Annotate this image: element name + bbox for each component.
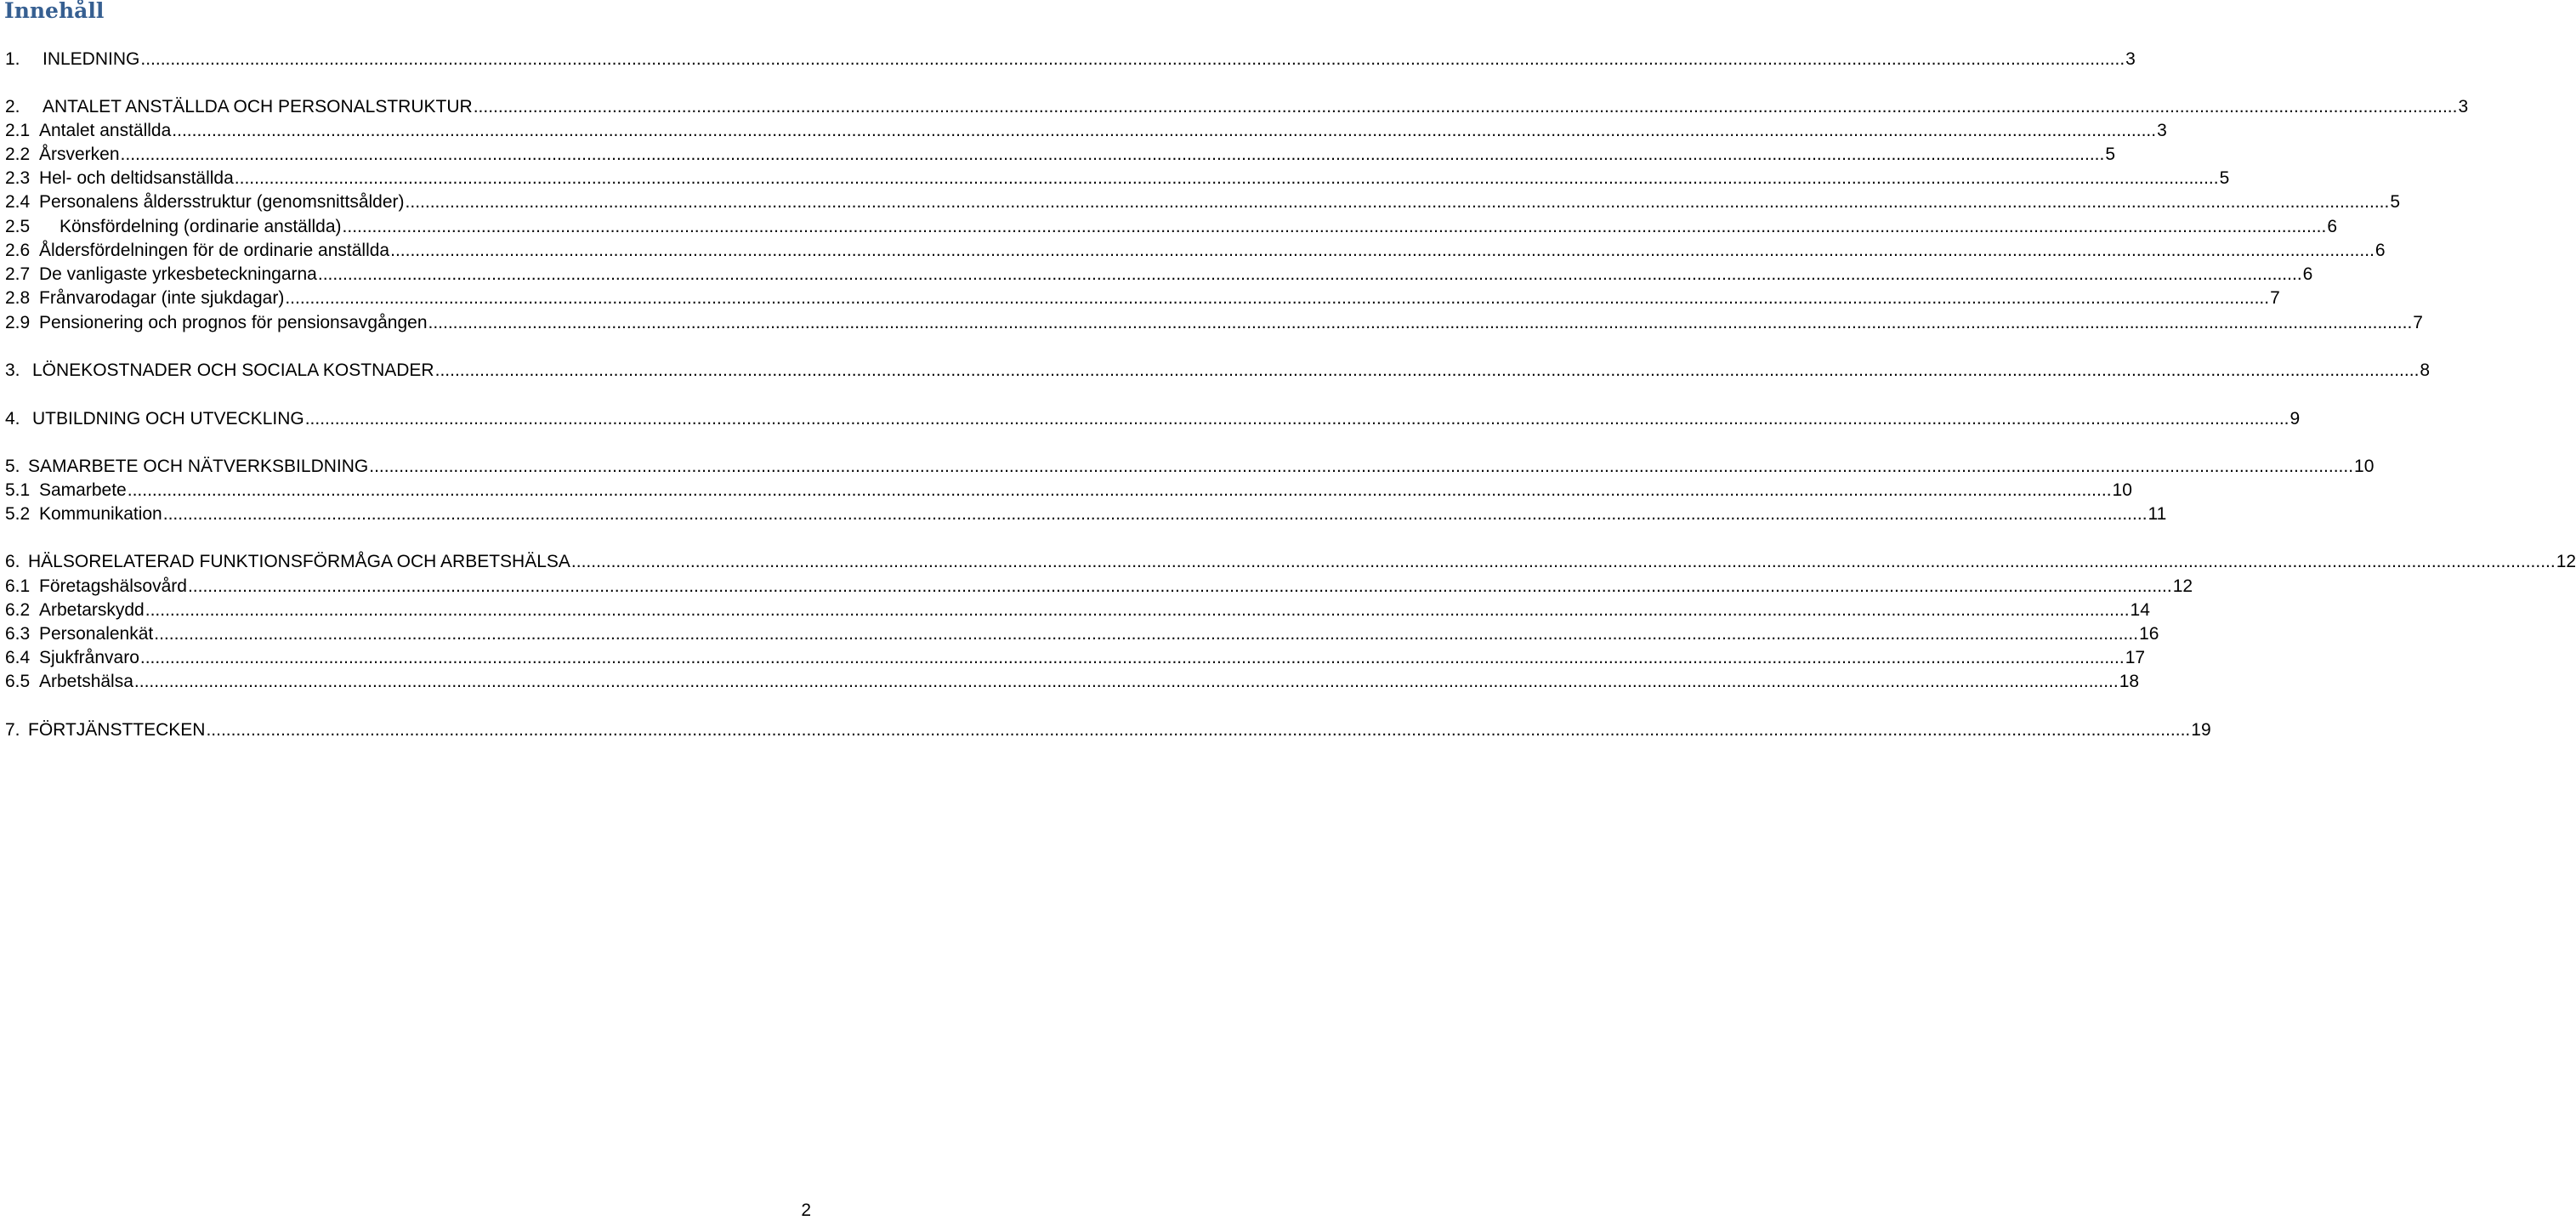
toc-entry-number: 2.3 <box>5 168 31 188</box>
toc-entry-2-5[interactable] <box>5 215 2338 239</box>
toc-dot-leader: ................................................................................................................................................................................................................................................................................................................................................................................................................ <box>206 720 2191 740</box>
toc-dot-leader: ................................................................................................................................................................................................................................................................................................................................................................................................................ <box>133 672 2119 691</box>
toc-entry-page: 11 <box>2148 504 2167 524</box>
toc-entry-label: Personalenkät <box>39 624 154 644</box>
toc-entry-number: 2.6 <box>5 241 31 260</box>
toc-entry-label: Årsverken <box>39 145 120 164</box>
toc-entry-number: 7. <box>5 720 20 740</box>
toc-entry-page: 17 <box>2125 648 2146 667</box>
toc-entry-page: 5 <box>2105 145 2116 164</box>
toc-entry-label: Arbetarskydd <box>39 600 145 620</box>
toc-entry-number: 2.5 <box>5 217 31 236</box>
toc-entry-2-2[interactable] <box>5 143 2116 167</box>
toc-entry-label: Antalet anställda <box>39 121 172 140</box>
toc-entry-page: 10 <box>2112 480 2132 500</box>
toc-entry-number: 2. <box>5 97 20 116</box>
toc-dot-leader: ................................................................................................................................................................................................................................................................................................................................................................................................................ <box>162 504 2148 524</box>
toc-entry-number: 1. <box>5 49 20 69</box>
toc-entry-number: 6.2 <box>5 600 31 620</box>
toc-dot-leader: ................................................................................................................................................................................................................................................................................................................................................................................................................ <box>145 600 2130 620</box>
toc-entry-label: Arbetshälsa <box>39 672 133 691</box>
toc-dot-leader: ................................................................................................................................................................................................................................................................................................................................................................................................................ <box>570 552 2556 571</box>
toc-entry-6[interactable] <box>5 550 2576 574</box>
toc-entry-page: 3 <box>2458 97 2469 116</box>
toc-entry-2[interactable] <box>5 95 2469 119</box>
toc-entry-6-5[interactable] <box>5 670 2140 694</box>
toc-dot-leader: ................................................................................................................................................................................................................................................................................................................................................................................................................ <box>317 264 2302 284</box>
toc-entry-number: 2.7 <box>5 264 31 284</box>
toc-entry-number: 4. <box>5 409 20 429</box>
toc-dot-leader: ................................................................................................................................................................................................................................................................................................................................................................................................................ <box>390 241 2375 260</box>
toc-dot-leader: ................................................................................................................................................................................................................................................................................................................................................................................................................ <box>285 288 2270 308</box>
toc-entry-number: 2.9 <box>5 313 31 332</box>
toc-entry-page: 6 <box>2302 264 2313 284</box>
toc-entry-label: Frånvarodagar (inte sjukdagar) <box>39 288 285 308</box>
toc-entry-2-3[interactable] <box>5 167 2230 190</box>
toc-entry-number: 2.1 <box>5 121 31 140</box>
toc-entry-page: 7 <box>2270 288 2280 308</box>
toc-entry-label: Kommunikation <box>39 504 162 524</box>
toc-entry-page: 16 <box>2139 624 2159 644</box>
toc-dot-leader: ................................................................................................................................................................................................................................................................................................................................................................................................................ <box>172 121 2157 140</box>
toc-entry-label: Pensionering och prognos för pensionsavgången <box>39 313 428 332</box>
toc-entry-number: 2.4 <box>5 192 31 212</box>
toc-entry-2-9[interactable] <box>5 311 2423 335</box>
toc-entry-number: 5.2 <box>5 504 31 524</box>
toc-entry-label: Samarbete <box>39 480 127 500</box>
toc-entry-page: 8 <box>2420 360 2431 380</box>
toc-dot-leader: ................................................................................................................................................................................................................................................................................................................................................................................................................ <box>369 457 2354 476</box>
toc-entry-page: 19 <box>2191 720 2211 740</box>
toc-entry-page: 6 <box>2375 241 2386 260</box>
toc-entry-label: Sjukfrånvaro <box>39 648 139 667</box>
toc-dot-leader: ................................................................................................................................................................................................................................................................................................................................................................................................................ <box>405 192 2390 212</box>
toc-entry-label: Personalens åldersstruktur (genomsnittsålder) <box>39 192 405 212</box>
toc-entry-number: 6.1 <box>5 576 31 596</box>
toc-entry-2-6[interactable] <box>5 239 2386 263</box>
toc-entry-label: Företagshälsovård <box>39 576 187 596</box>
toc-entry-number: 6. <box>5 552 20 571</box>
toc-entry-label: INLEDNING <box>43 49 140 69</box>
toc-entry-5[interactable] <box>5 455 2375 479</box>
toc-entry-page: 5 <box>2219 168 2230 188</box>
toc-entry-label: UTBILDNING OCH UTVECKLING <box>32 409 304 429</box>
toc-entry-label: ANTALET ANSTÄLLDA OCH PERSONALSTRUKTUR <box>43 97 473 116</box>
toc-entry-page: 14 <box>2130 600 2150 620</box>
toc-entry-3[interactable] <box>5 359 2431 383</box>
toc-entry-label: Hel- och deltidsanställda <box>39 168 234 188</box>
toc-dot-leader: ................................................................................................................................................................................................................................................................................................................................................................................................................ <box>473 97 2458 116</box>
toc-entry-number: 3. <box>5 360 20 380</box>
toc-dot-leader: ................................................................................................................................................................................................................................................................................................................................................................................................................ <box>154 624 2139 644</box>
toc-entry-page: 12 <box>2172 576 2193 596</box>
toc-dot-leader: ................................................................................................................................................................................................................................................................................................................................................................................................................ <box>434 360 2420 380</box>
toc-dot-leader: ................................................................................................................................................................................................................................................................................................................................................................................................................ <box>304 409 2289 429</box>
toc-entry-label: Könsfördelning (ordinarie anställda) <box>60 217 342 236</box>
toc-entry-number: 6.3 <box>5 624 31 644</box>
toc-entry-6-3[interactable] <box>5 622 2159 646</box>
toc-entry-page: 3 <box>2125 49 2136 69</box>
toc-entry-number: 5.1 <box>5 480 31 500</box>
toc-entry-1[interactable] <box>5 48 2136 71</box>
toc-entry-label: FÖRTJÄNSTTECKEN <box>28 720 206 740</box>
toc-dot-leader: ................................................................................................................................................................................................................................................................................................................................................................................................................ <box>127 480 2112 500</box>
toc-dot-leader: ................................................................................................................................................................................................................................................................................................................................................................................................................ <box>428 313 2413 332</box>
toc-entry-page: 3 <box>2157 121 2167 140</box>
toc-entry-number: 2.2 <box>5 145 31 164</box>
toc-entry-label: HÄLSORELATERAD FUNKTIONSFÖRMÅGA OCH ARBETSHÄLSA <box>28 552 570 571</box>
toc-entry-2-8[interactable] <box>5 287 2280 310</box>
toc-entry-page: 5 <box>2390 192 2401 212</box>
toc-entry-6-4[interactable] <box>5 646 2146 670</box>
toc-entry-5-1[interactable] <box>5 479 2132 502</box>
toc-entry-label: Åldersfördelningen för de ordinarie anställda <box>39 241 390 260</box>
toc-dot-leader: ................................................................................................................................................................................................................................................................................................................................................................................................................ <box>234 168 2219 188</box>
toc-entry-label: LÖNEKOSTNADER OCH SOCIALA KOSTNADER <box>32 360 434 380</box>
page-number: 2 <box>801 1200 811 1220</box>
toc-dot-leader: ................................................................................................................................................................................................................................................................................................................................................................................................................ <box>120 145 2105 164</box>
toc-entry-2-1[interactable] <box>5 119 2167 143</box>
toc-entry-5-2[interactable] <box>5 502 2167 526</box>
toc-dot-leader: ................................................................................................................................................................................................................................................................................................................................................................................................................ <box>342 217 2327 236</box>
toc-entry-4[interactable] <box>5 407 2301 431</box>
toc-dot-leader: ................................................................................................................................................................................................................................................................................................................................................................................................................ <box>139 648 2125 667</box>
toc-entry-label: De vanligaste yrkesbeteckningarna <box>39 264 317 284</box>
toc-dot-leader: ................................................................................................................................................................................................................................................................................................................................................................................................................ <box>187 576 2172 596</box>
toc-entry-number: 5. <box>5 457 20 476</box>
toc-entry-page: 12 <box>2556 552 2576 571</box>
toc-entry-number: 6.5 <box>5 672 31 691</box>
toc-entry-page: 9 <box>2289 409 2301 429</box>
toc-entry-label: SAMARBETE OCH NÄTVERKSBILDNING <box>28 457 369 476</box>
toc-title: Innehåll <box>4 0 105 23</box>
toc-entry-page: 7 <box>2413 313 2423 332</box>
toc-dot-leader: ................................................................................................................................................................................................................................................................................................................................................................................................................ <box>140 49 2125 69</box>
toc-entry-page: 6 <box>2327 217 2338 236</box>
toc-entry-2-4[interactable] <box>5 190 2401 214</box>
toc-entry-6-1[interactable] <box>5 575 2193 599</box>
toc-entry-number: 6.4 <box>5 648 31 667</box>
toc-entry-7[interactable] <box>5 718 2211 742</box>
toc-entry-2-7[interactable] <box>5 263 2313 287</box>
toc-entry-page: 18 <box>2119 672 2140 691</box>
toc-entry-number: 2.8 <box>5 288 31 308</box>
toc-entry-6-2[interactable] <box>5 599 2150 622</box>
toc-entry-page: 10 <box>2354 457 2375 476</box>
